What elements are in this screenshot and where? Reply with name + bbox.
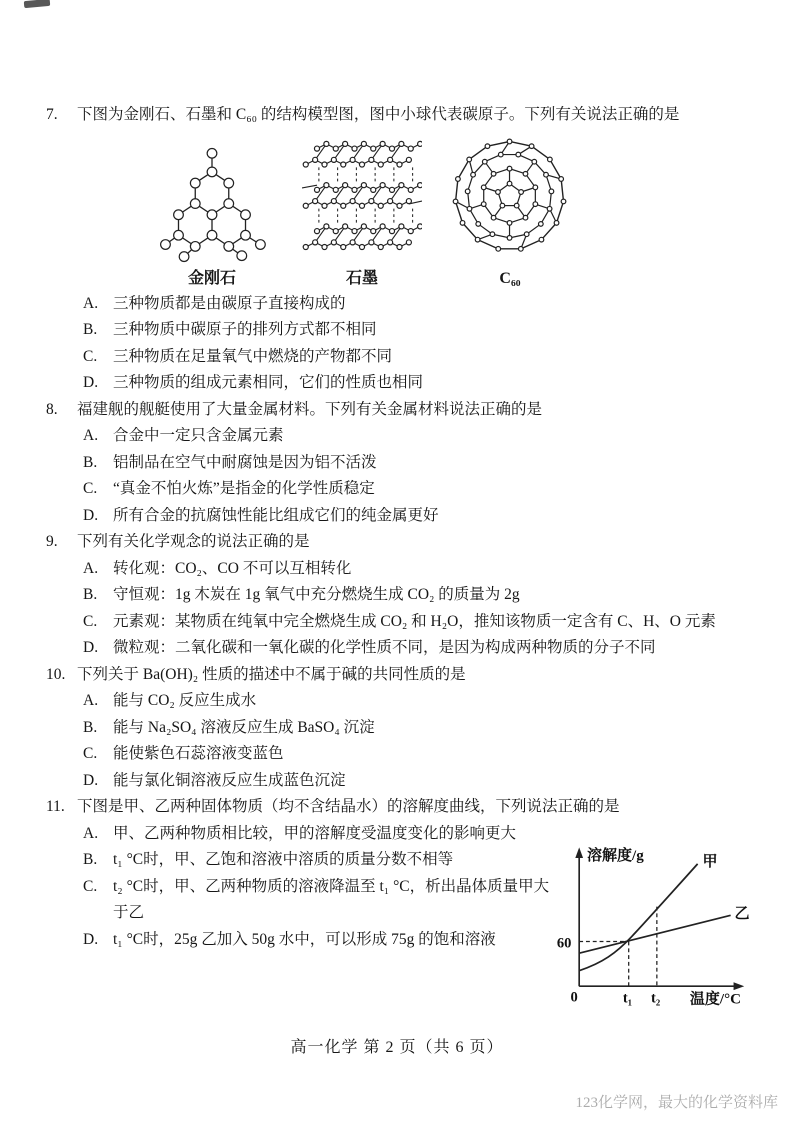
option-text: 能使紫色石蕊溶液变蓝色 — [113, 745, 284, 762]
exam-content — [46, 102, 756, 1016]
watermark: 123化学网，最大的化学资料库 — [575, 1095, 778, 1111]
option-letter: D. — [83, 930, 99, 948]
c60-structure-figure — [442, 134, 578, 289]
t1-tick: t₁ — [622, 990, 633, 1007]
option-letter: D. — [83, 771, 99, 789]
option-letter: A. — [83, 824, 99, 842]
option-text: 微粒观：二氧化碳和一氧化碳的化学性质不同，是因为构成两种物质的分子不同 — [113, 639, 656, 656]
option-text: 甲、乙两种物质相比较，甲的溶解度受温度变化的影响更大 — [113, 824, 517, 842]
figure-label-graphite: 石墨 — [345, 269, 378, 287]
series-jia-label: 甲 — [702, 853, 718, 870]
option-text: 守恒观：1g 木炭在 1g 氧气中充分燃烧生成 CO₂ 的质量为 2g — [113, 586, 520, 603]
solubility-chart-figure — [552, 840, 752, 1012]
option-text: 三种物质在足量氧气中燃烧的产物都不同 — [113, 347, 393, 365]
option-letter: B. — [83, 586, 98, 603]
option-text: t₁ °C时，25g 乙加入 50g 水中，可以形成 75g 的饱和溶液 — [113, 930, 496, 948]
option-11c — [46, 874, 554, 927]
option-letter: B. — [83, 718, 98, 736]
option-text: t₂ °C时，甲、乙两种物质的溶液降温至 t₁ °C，析出晶体质量甲大于乙 — [113, 877, 550, 921]
figure-label-c60: C₆₀ — [499, 269, 521, 287]
option-letter: A. — [83, 427, 99, 444]
option-letter: C. — [83, 347, 98, 365]
option-letter: B. — [83, 453, 98, 471]
question-number: 7. — [46, 106, 58, 123]
option-7c — [46, 344, 756, 371]
option-text: 元素观：某物质在纯氧中完全燃烧生成 CO₂ 和 H₂O，推知该物质一定含有 C、H、O 元素 — [113, 612, 716, 630]
option-text: 能与氯化铜溶液反应生成蓝色沉淀 — [113, 771, 346, 789]
figure-label-diamond: 金刚石 — [187, 269, 236, 287]
option-10d — [46, 768, 756, 795]
c60-structure-drawing — [442, 134, 578, 265]
option-text: 铝制品在空气中耐腐蚀是因为铝不活泼 — [113, 453, 377, 471]
option-letter: A. — [83, 559, 99, 577]
option-text: t₁ °C时，甲、乙饱和溶液中溶质的质量分数不相等 — [113, 851, 454, 868]
question-9 — [46, 529, 756, 662]
question-11 — [46, 794, 756, 1016]
graphite-structure-figure — [302, 140, 422, 289]
question-stem: 下列有关化学观念的说法正确的是 — [77, 533, 310, 550]
option-text: 所有合金的抗腐蚀性能比组成它们的纯金属更好 — [113, 506, 439, 524]
option-10a — [46, 688, 756, 715]
option-letter: A. — [83, 294, 99, 312]
option-letter: A. — [83, 692, 99, 709]
question-number: 10. — [46, 665, 66, 683]
question-stem: 下图是甲、乙两种固体物质（均不含结晶水）的溶解度曲线，下列说法正确的是 — [77, 798, 620, 815]
option-11b — [46, 847, 554, 874]
option-text: 三种物质都是由碳原子直接构成的 — [113, 294, 346, 312]
question-stem: 福建舰的舰艇使用了大量金属材料。下列有关金属材料说法正确的是 — [77, 400, 543, 418]
option-8b — [46, 450, 756, 477]
curve-jia — [579, 864, 697, 971]
question-number: 8. — [46, 400, 58, 418]
option-7b — [46, 317, 756, 344]
graphite-structure-drawing — [302, 140, 422, 265]
x-axis-arrow-icon — [734, 982, 745, 990]
x-axis-label: 温度/°C — [689, 991, 741, 1008]
option-text: 合金中一定只含金属元素 — [113, 427, 284, 444]
option-9b — [46, 582, 756, 609]
option-7a — [46, 291, 756, 318]
diamond-structure-drawing — [142, 144, 282, 265]
carbon-structure-figures — [142, 131, 756, 289]
option-letter: B. — [83, 851, 98, 868]
option-text: “真金不怕火炼”是指金的化学性质稳定 — [113, 480, 375, 497]
question-7 — [46, 102, 756, 397]
option-text: 三种物质中碳原子的排列方式都不相同 — [113, 321, 377, 338]
option-8c — [46, 476, 756, 503]
option-9d — [46, 635, 756, 662]
option-10b — [46, 715, 756, 742]
option-letter: B. — [83, 321, 98, 338]
curve-yi — [579, 915, 730, 953]
t2-tick: t₂ — [651, 990, 661, 1007]
series-yi-label: 乙 — [734, 906, 750, 923]
option-letter: C. — [83, 480, 98, 497]
option-text: 转化观：CO₂、CO 不可以互相转化 — [113, 559, 352, 577]
page-footer: 高一化学 第 2 页（共 6 页） — [290, 1039, 504, 1056]
option-9c — [46, 609, 756, 636]
y-axis-label: 溶解度/g — [586, 847, 644, 864]
diamond-structure-figure — [142, 144, 282, 289]
scan-artifact-mark — [24, 0, 51, 8]
option-text: 能与 Na₂SO₄ 溶液反应生成 BaSO₄ 沉淀 — [113, 718, 375, 736]
origin-tick: 0 — [570, 989, 578, 1006]
option-8a — [46, 423, 756, 450]
option-letter: D. — [83, 374, 99, 391]
y-60-tick: 60 — [556, 935, 572, 952]
option-letter: C. — [83, 612, 98, 630]
question-10 — [46, 662, 756, 795]
question-number: 11. — [46, 798, 65, 815]
option-11a — [46, 821, 554, 848]
option-9a — [46, 556, 756, 583]
option-letter: C. — [83, 745, 98, 762]
option-7d — [46, 370, 756, 397]
question-stem: 下图为金刚石、石墨和 C₆₀ 的结构模型图，图中小球代表碳原子。下列有关说法正确的是 — [77, 106, 680, 123]
option-letter: D. — [83, 506, 99, 524]
y-axis-arrow-icon — [575, 847, 583, 858]
solubility-chart — [552, 840, 752, 1012]
option-letter: C. — [83, 877, 98, 895]
option-10c — [46, 741, 756, 768]
option-text: 三种物质的组成元素相同，它们的性质也相同 — [113, 374, 424, 391]
question-8 — [46, 397, 756, 530]
option-11d — [46, 927, 554, 954]
question-number: 9. — [46, 533, 58, 550]
option-text: 能与 CO₂ 反应生成水 — [113, 692, 257, 709]
option-8d — [46, 503, 756, 530]
option-letter: D. — [83, 639, 99, 656]
question-stem: 下列关于 Ba(OH)₂ 性质的描述中不属于碱的共同性质的是 — [77, 665, 466, 683]
